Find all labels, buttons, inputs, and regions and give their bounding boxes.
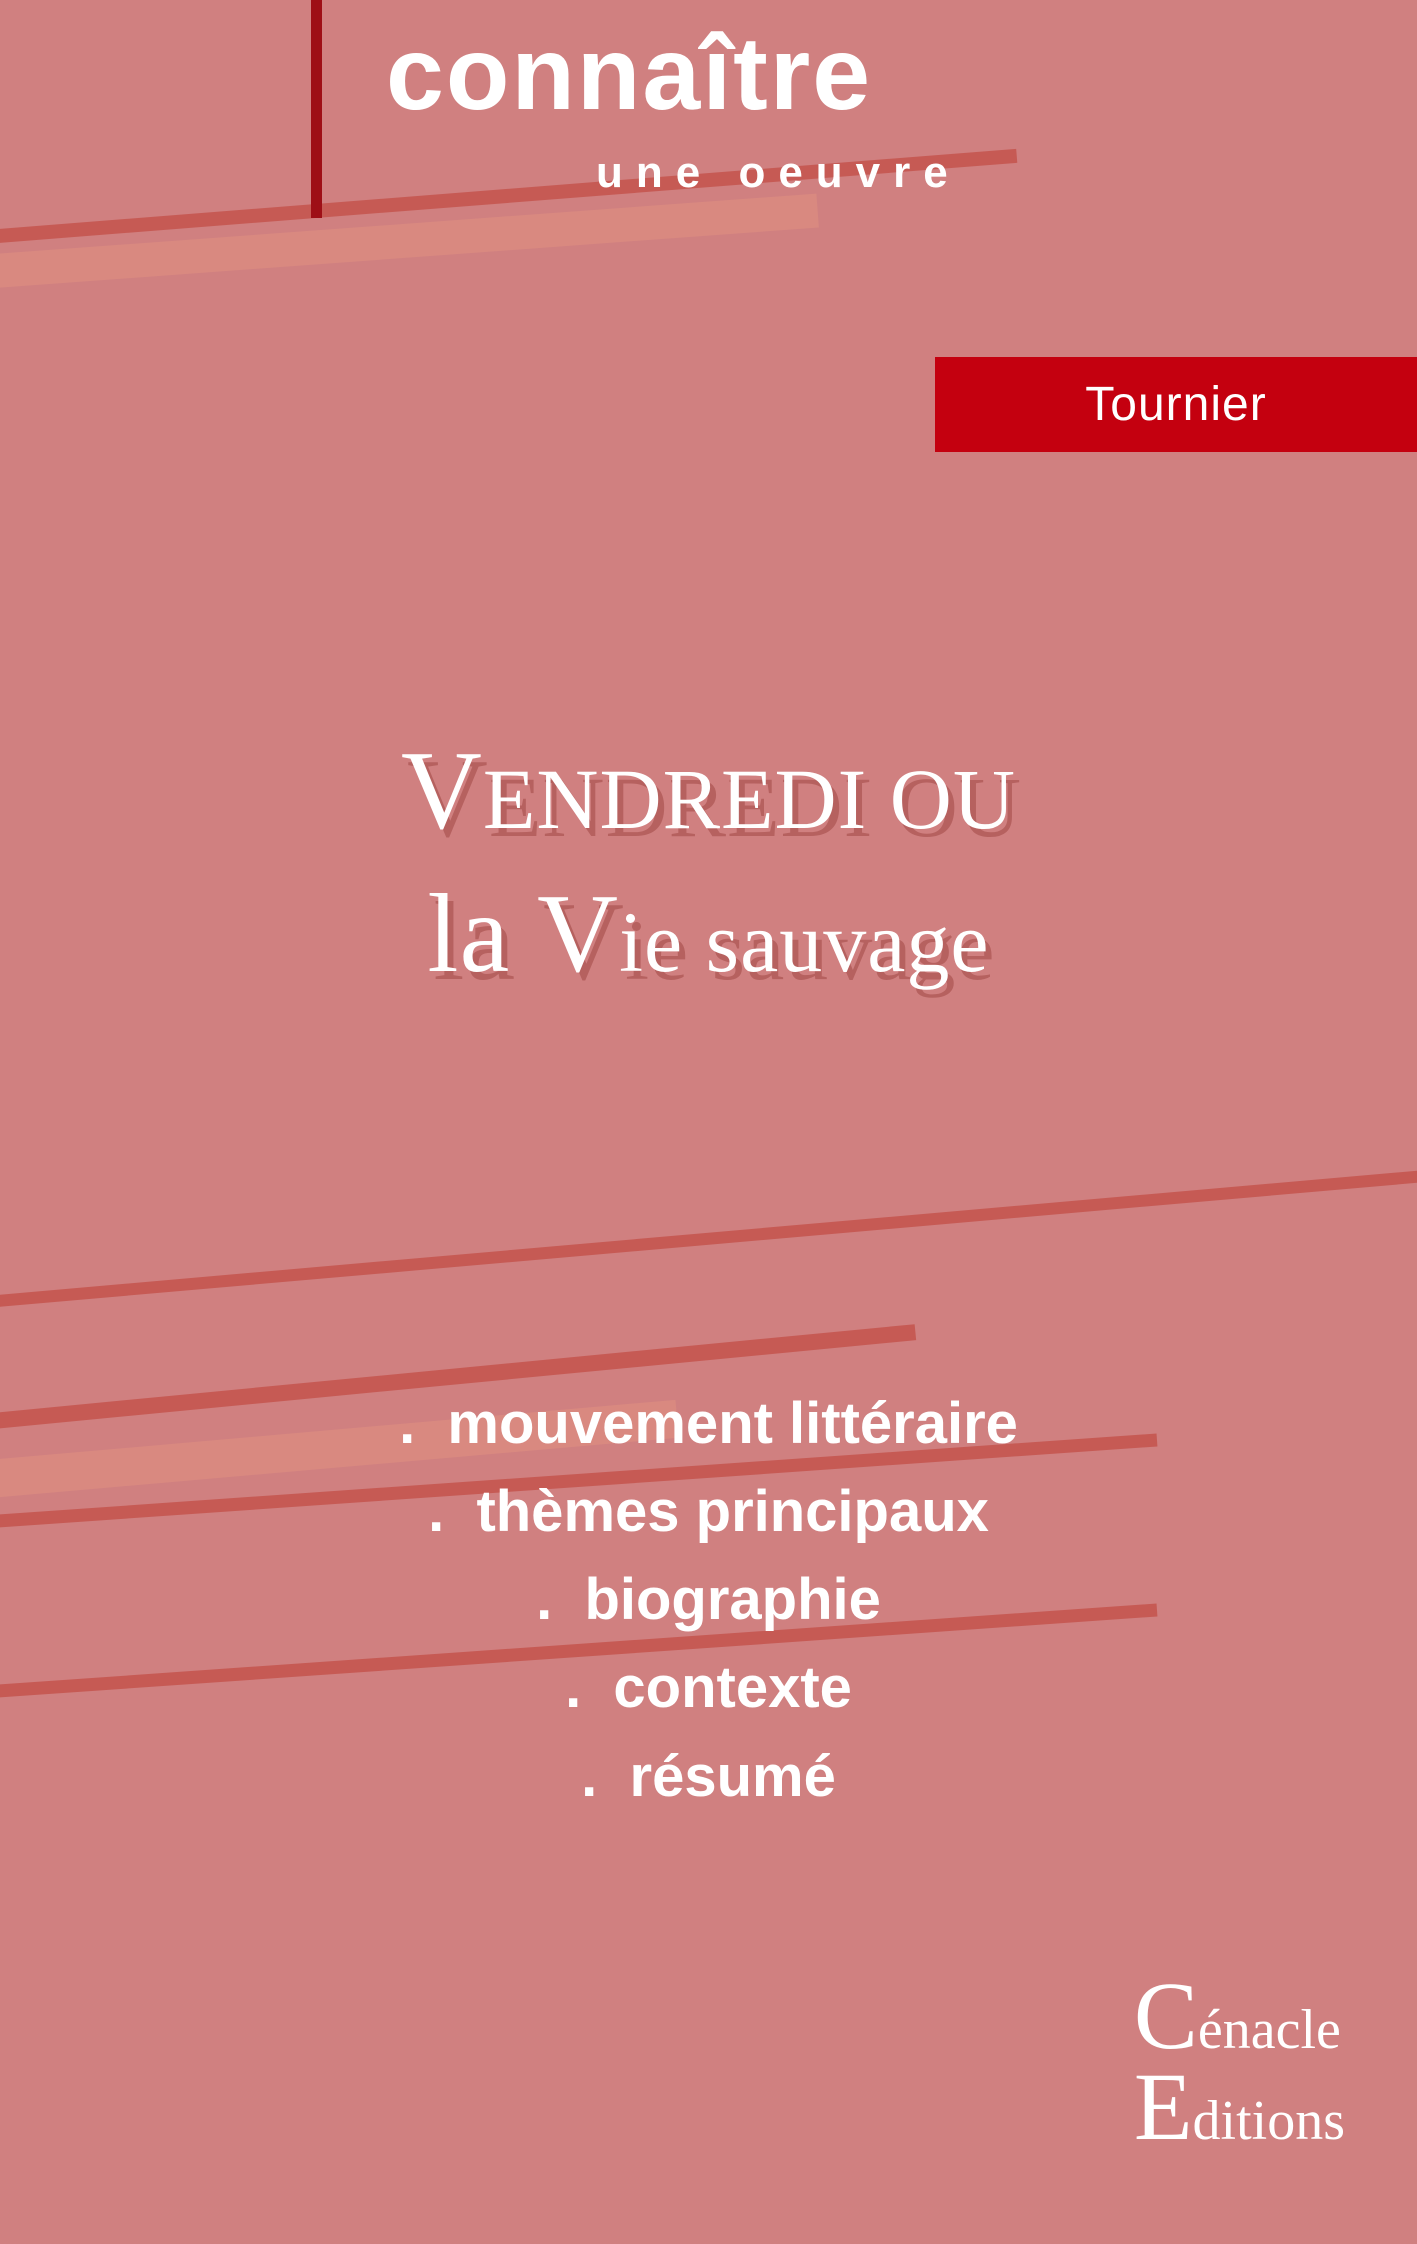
list-item-label: biographie bbox=[584, 1567, 881, 1633]
list-item bbox=[0, 1468, 1417, 1556]
bullet-dot-icon: . bbox=[399, 1391, 416, 1456]
publisher-line-2 bbox=[1133, 2052, 1345, 2160]
publisher-initial-e: E bbox=[1133, 2052, 1193, 2160]
list-item bbox=[0, 1733, 1417, 1821]
list-item-label: contexte bbox=[613, 1655, 852, 1721]
publisher-word-editions: ditions bbox=[1192, 2089, 1345, 2152]
author-badge bbox=[935, 357, 1417, 452]
publisher-word-cenacle: énacle bbox=[1197, 1998, 1341, 2061]
author-name: Tournier bbox=[1085, 378, 1267, 431]
bullet-dot-icon: . bbox=[536, 1567, 553, 1633]
brand-name: connaître bbox=[386, 16, 873, 132]
list-item bbox=[0, 1556, 1417, 1644]
list-item bbox=[0, 1644, 1417, 1732]
title-line-2 bbox=[0, 863, 1417, 1006]
title-line-2-rest: ie sauvage bbox=[619, 894, 990, 991]
book-title bbox=[0, 720, 1417, 1007]
title-line-1-rest: ENDREDI OU bbox=[482, 751, 1016, 847]
title-line-1-lead: V bbox=[401, 729, 483, 853]
feature-list bbox=[0, 1380, 1417, 1821]
publisher-line-1 bbox=[1133, 1961, 1345, 2069]
publisher-initial-c: C bbox=[1133, 1961, 1198, 2069]
bullet-dot-icon: . bbox=[565, 1655, 582, 1721]
brand-tagline: une oeuvre bbox=[596, 148, 961, 197]
decorative-stripe-3 bbox=[0, 1169, 1417, 1312]
publisher-logo bbox=[1133, 1961, 1345, 2160]
list-item-label: mouvement littéraire bbox=[447, 1391, 1018, 1456]
bullet-dot-icon: . bbox=[581, 1743, 598, 1809]
header-vertical-rule bbox=[311, 0, 322, 218]
list-item-label: résumé bbox=[629, 1743, 836, 1809]
cover-header bbox=[0, 0, 1417, 230]
bullet-dot-icon: . bbox=[428, 1479, 445, 1545]
title-line-1 bbox=[0, 720, 1417, 863]
list-item bbox=[0, 1380, 1417, 1468]
title-line-2-lead: la V bbox=[427, 872, 620, 997]
list-item-label: thèmes principaux bbox=[476, 1479, 989, 1545]
